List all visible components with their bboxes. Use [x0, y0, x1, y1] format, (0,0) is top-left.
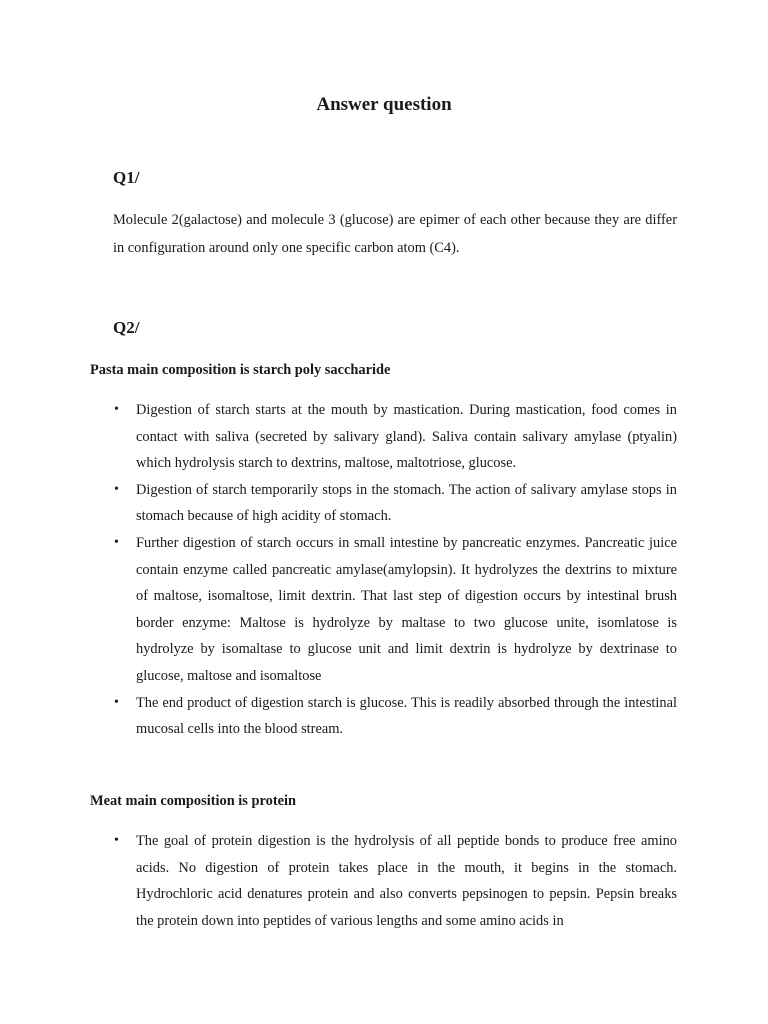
q2-heading: Q2/ [113, 318, 140, 337]
bullet-icon: • [114, 402, 119, 417]
list-item [114, 690, 677, 743]
list-item [114, 530, 677, 690]
q1-heading: Q1/ [113, 168, 140, 187]
pasta-subheading: Pasta main composition is starch poly saccharide [90, 362, 391, 378]
page-title: Answer question [316, 94, 452, 115]
list-item-text: Digestion of starch starts at the mouth by mastication. During mastication, food comes in contact with saliva (secreted by salivary gland). Saliva contain salivary amylase (ptyalin) which hydrolysis starch to dextrins, maltose, maltotriose, glucose. [136, 402, 677, 472]
list-item-text: The end product of digestion starch is glucose. This is readily absorbed through the intestinal mucosal cells into the blood stream. [136, 694, 677, 738]
bullet-icon: • [114, 694, 119, 710]
bullet-icon: • [114, 534, 119, 550]
list-item [114, 477, 677, 530]
list-item [114, 828, 677, 934]
list-item-text: The goal of protein digestion is the hydrolysis of all peptide bonds to produce free amino acids. No digestion of protein takes place in the mouth, it begins in the stomach. Hydrochloric acid denatures protein and also converts pepsinogen to pepsin. Pepsin breaks the protein down into peptides of various lengths and some amino acids in [136, 833, 677, 929]
q1-answer-text: Molecule 2(galactose) and molecule 3 (glucose) are epimer of each other because they are differ in configuration around only one specific carbon atom (C4). [113, 212, 677, 256]
bullet-icon: • [114, 481, 119, 497]
bullet-icon: • [114, 833, 119, 848]
pasta-bullet-list [114, 397, 677, 743]
list-item-text: Digestion of starch temporarily stops in the stomach. The action of salivary amylase stops in stomach because of high acidity of stomach. [136, 481, 677, 525]
meat-subheading: Meat main composition is protein [90, 793, 296, 809]
list-item [114, 397, 677, 477]
list-item-text: Further digestion of starch occurs in small intestine by pancreatic enzymes. Pancreatic juice contain enzyme called pancreatic amylase(amylopsin). It hydrolyzes the dextrins to mixture of maltose, isomaltose, limit dextrin. That last step of digestion occurs by intestinal brush border enzyme: Maltose is hydrolyze by maltase to two glucose unite, isomlatose is hydrolyze by isomaltase to glucose unit and limit dextrin is hydrolyze by dextrinase to glucose, maltose and isomaltose [136, 534, 677, 684]
meat-bullet-list [114, 828, 677, 934]
